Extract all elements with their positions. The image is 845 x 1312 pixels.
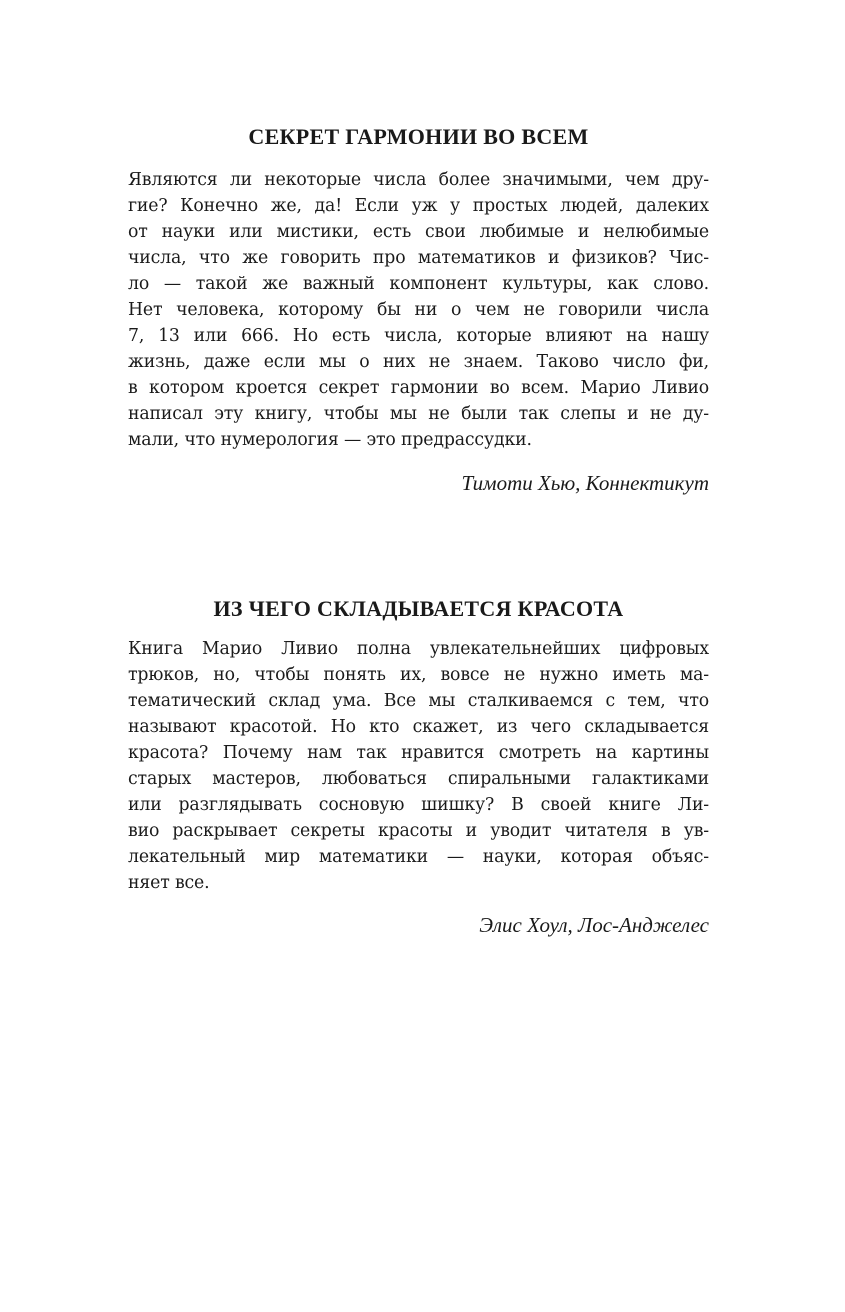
text-line: или разглядывать сосновую шишку? В своей книге Ли-: [128, 795, 709, 815]
text-line: красота? Почему нам так нравится смотреть на картины: [128, 743, 709, 763]
text-line: жизнь, даже если мы о них не знаем. Таково число фи,: [128, 352, 709, 372]
text-line: написал эту книгу, чтобы мы не были так слепы и не ду-: [128, 404, 709, 424]
text-line: лекательный мир математики — науки, которая объяс-: [128, 847, 709, 867]
text-line: от науки или мистики, есть свои любимые и нелюбимые: [128, 222, 709, 242]
text-line: няет все.: [128, 873, 210, 893]
text-line: старых мастеров, любоваться спиральными галактиками: [128, 769, 709, 789]
review-body: [128, 167, 709, 453]
text-line: Книга Марио Ливио полна увлекательнейших цифровых: [128, 639, 709, 659]
text-line: ло — такой же важный компонент культуры, как слово.: [128, 274, 709, 294]
text-line: вио раскрывает секреты красоты и уводит читателя в ув-: [128, 821, 709, 841]
text-line: 7, 13 или 666. Но есть числа, которые влияют на нашу: [128, 326, 709, 346]
review-attribution: Элис Хоул, Лос-Анджелес: [479, 913, 709, 937]
text-line: в котором кроется секрет гармонии во всем. Марио Ливио: [128, 378, 709, 398]
text-line: числа, что же говорить про математиков и физиков? Чис-: [128, 248, 709, 268]
text-line: трюков, но, чтобы понять их, вовсе не нужно иметь ма-: [128, 665, 709, 685]
text-line: тематический склад ума. Все мы сталкиваемся с тем, что: [128, 691, 709, 711]
section-heading: ИЗ ЧЕГО СКЛАДЫВАЕТСЯ КРАСОТА: [213, 596, 624, 621]
review-section-2: [128, 596, 709, 938]
section-heading: СЕКРЕТ ГАРМОНИИ ВО ВСЕМ: [248, 124, 589, 149]
text-line: Нет человека, которому бы ни о чем не говорили числа: [128, 300, 709, 320]
text-line: гие? Конечно же, да! Если уж у простых людей, далеких: [128, 196, 709, 216]
review-section-1: [128, 124, 709, 496]
text-line: Являются ли некоторые числа более значимыми, чем дру-: [128, 170, 709, 190]
review-attribution: Тимоти Хью, Коннектикут: [461, 471, 709, 495]
text-line: мали, что нумерология — это предрассудки.: [128, 430, 532, 450]
review-body: [128, 636, 709, 896]
text-line: называют красотой. Но кто скажет, из чего складывается: [128, 717, 709, 737]
